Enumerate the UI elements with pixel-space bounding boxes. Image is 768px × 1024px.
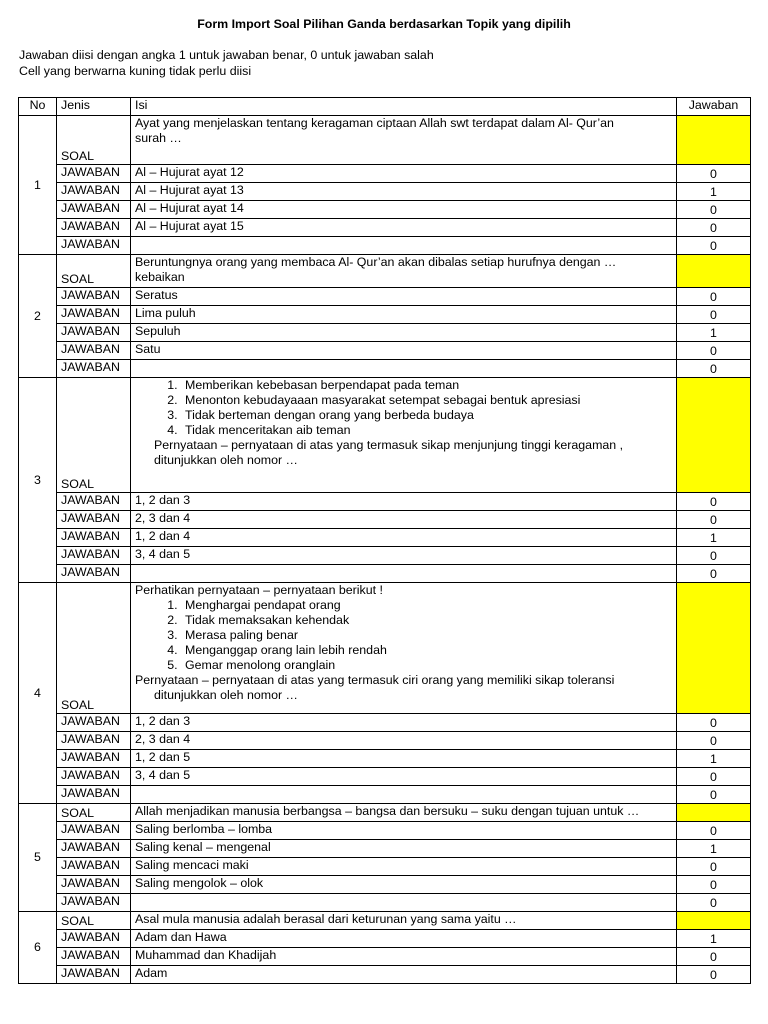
jenis-cell: JAWABAN	[57, 894, 131, 912]
jenis-cell: JAWABAN	[57, 360, 131, 378]
jawaban-cell[interactable]: 0	[677, 306, 751, 324]
jenis-cell: JAWABAN	[57, 876, 131, 894]
answer-row	[19, 565, 751, 583]
jenis-cell: JAWABAN	[57, 529, 131, 547]
answer-row	[19, 165, 751, 183]
answer-row	[19, 858, 751, 876]
soal-text[interactable]	[131, 255, 677, 288]
answer-row	[19, 732, 751, 750]
answer-row	[19, 219, 751, 237]
jawaban-cell[interactable]: 0	[677, 201, 751, 219]
header-isi: Isi	[131, 98, 677, 116]
jawaban-cell-disabled	[677, 116, 751, 165]
answer-row	[19, 948, 751, 966]
jenis-cell: JAWABAN	[57, 858, 131, 876]
option-item: 3. Tidak berteman dengan orang yang berbeda budaya	[181, 408, 672, 423]
question-number: 6	[19, 912, 57, 984]
answer-text[interactable]: Al – Hujurat ayat 14	[131, 201, 677, 219]
option-item: 2. Menonton kebudayaaan masyarakat setempat sebagai bentuk apresiasi	[181, 393, 672, 408]
jenis-cell: SOAL	[57, 912, 131, 930]
jawaban-cell-disabled	[677, 255, 751, 288]
soal-text[interactable]	[131, 804, 677, 822]
jenis-cell: JAWABAN	[57, 786, 131, 804]
answer-text[interactable]: 3, 4 dan 5	[131, 768, 677, 786]
soal-row	[19, 583, 751, 714]
question-number: 5	[19, 804, 57, 912]
answer-text[interactable]: 1, 2 dan 4	[131, 529, 677, 547]
answer-row	[19, 930, 751, 948]
option-item: 1. Memberikan kebebasan berpendapat pada teman	[181, 378, 672, 393]
soal-line: Pernyataan – pernyataan di atas yang termasuk ciri orang yang memiliki sikap toleransi	[135, 673, 615, 687]
answer-text[interactable]: 2, 3 dan 4	[131, 732, 677, 750]
jawaban-cell[interactable]: 1	[677, 183, 751, 201]
option-list	[135, 598, 672, 673]
jenis-cell: SOAL	[57, 583, 131, 714]
answer-row	[19, 360, 751, 378]
answer-row	[19, 966, 751, 984]
header-jenis: Jenis	[57, 98, 131, 116]
jenis-cell: JAWABAN	[57, 219, 131, 237]
option-list	[135, 378, 672, 438]
jawaban-cell[interactable]: 0	[677, 858, 751, 876]
soal-intro: Perhatikan pernyataan – pernyataan berikut !	[135, 583, 383, 597]
answer-row	[19, 768, 751, 786]
answer-text[interactable]: Saling mencaci maki	[131, 858, 677, 876]
jawaban-cell[interactable]: 0	[677, 768, 751, 786]
soal-row	[19, 378, 751, 493]
answer-text[interactable]	[131, 565, 677, 583]
answer-row	[19, 714, 751, 732]
jenis-cell: SOAL	[57, 378, 131, 493]
answer-row	[19, 511, 751, 529]
jenis-cell: JAWABAN	[57, 822, 131, 840]
jawaban-cell[interactable]: 0	[677, 732, 751, 750]
answer-row	[19, 822, 751, 840]
answer-text[interactable]: 1, 2 dan 3	[131, 493, 677, 511]
jawaban-cell-disabled	[677, 912, 751, 930]
jenis-cell: JAWABAN	[57, 768, 131, 786]
option-item: 4. Tidak menceritakan aib teman	[181, 423, 672, 438]
option-item: 5. Gemar menolong oranglain	[181, 658, 672, 673]
jawaban-cell[interactable]: 0	[677, 948, 751, 966]
soal-line: kebaikan	[135, 270, 185, 284]
jenis-cell: JAWABAN	[57, 183, 131, 201]
answer-text[interactable]	[131, 786, 677, 804]
answer-row	[19, 324, 751, 342]
jawaban-cell[interactable]: 1	[677, 750, 751, 768]
soal-line: Ayat yang menjelaskan tentang keragaman ciptaan Allah swt terdapat dalam Al- Qur’an	[135, 116, 614, 130]
answer-row	[19, 876, 751, 894]
jawaban-cell[interactable]: 1	[677, 930, 751, 948]
soal-text[interactable]	[131, 116, 677, 165]
jawaban-cell[interactable]: 1	[677, 840, 751, 858]
soal-row	[19, 804, 751, 822]
jawaban-cell[interactable]: 0	[677, 493, 751, 511]
jawaban-cell[interactable]: 0	[677, 822, 751, 840]
soal-row	[19, 116, 751, 165]
jenis-cell: JAWABAN	[57, 750, 131, 768]
jenis-cell: JAWABAN	[57, 493, 131, 511]
jenis-cell: JAWABAN	[57, 306, 131, 324]
jawaban-cell[interactable]: 0	[677, 219, 751, 237]
option-item: 4. Menganggap orang lain lebih rendah	[181, 643, 672, 658]
answer-text[interactable]: 1, 2 dan 3	[131, 714, 677, 732]
jenis-cell: JAWABAN	[57, 342, 131, 360]
jenis-cell: JAWABAN	[57, 547, 131, 565]
answer-text[interactable]: Sepuluh	[131, 324, 677, 342]
jenis-cell: JAWABAN	[57, 237, 131, 255]
answer-text[interactable]: Adam dan Hawa	[131, 930, 677, 948]
answer-text[interactable]: Saling berlomba – lomba	[131, 822, 677, 840]
answer-row	[19, 237, 751, 255]
jenis-cell: JAWABAN	[57, 966, 131, 984]
answer-text[interactable]: 2, 3 dan 4	[131, 511, 677, 529]
answer-text[interactable]: 3, 4 dan 5	[131, 547, 677, 565]
jawaban-cell-disabled	[677, 583, 751, 714]
jawaban-cell[interactable]: 0	[677, 288, 751, 306]
jawaban-cell[interactable]: 0	[677, 565, 751, 583]
jenis-cell: SOAL	[57, 255, 131, 288]
soal-line: Asal mula manusia adalah berasal dari keturunan yang sama yaitu …	[135, 912, 517, 926]
instruction-note: Cell yang berwarna kuning tidak perlu diisi	[19, 64, 252, 78]
soal-line: Beruntungnya orang yang membaca Al- Qur’an akan dibalas setiap hurufnya dengan …	[135, 255, 617, 269]
jawaban-cell[interactable]: 0	[677, 894, 751, 912]
jawaban-cell[interactable]: 0	[677, 237, 751, 255]
soal-row	[19, 912, 751, 930]
jenis-cell: JAWABAN	[57, 948, 131, 966]
answer-text[interactable]: Al – Hujurat ayat 13	[131, 183, 677, 201]
answer-text[interactable]: Seratus	[131, 288, 677, 306]
answer-row	[19, 201, 751, 219]
soal-row	[19, 255, 751, 288]
page-title: Form Import Soal Pilihan Ganda berdasarkan Topik yang dipilih	[197, 17, 571, 31]
answer-row	[19, 493, 751, 511]
answer-text[interactable]	[131, 237, 677, 255]
soal-text[interactable]	[131, 378, 677, 493]
jenis-cell: JAWABAN	[57, 201, 131, 219]
jawaban-cell-disabled	[677, 378, 751, 493]
answer-text[interactable]: Al – Hujurat ayat 12	[131, 165, 677, 183]
jenis-cell: JAWABAN	[57, 732, 131, 750]
option-item: 3. Merasa paling benar	[181, 628, 672, 643]
jenis-cell: JAWABAN	[57, 165, 131, 183]
jenis-cell: JAWABAN	[57, 565, 131, 583]
question-number: 3	[19, 378, 57, 583]
answer-row	[19, 786, 751, 804]
jenis-cell: SOAL	[57, 804, 131, 822]
soal-line: Pernyataan – pernyataan di atas yang termasuk sikap menjunjung tinggi keragaman ,	[154, 438, 624, 452]
soal-line: ditunjukkan oleh nomor …	[154, 688, 298, 702]
jawaban-cell[interactable]: 1	[677, 529, 751, 547]
jenis-cell: JAWABAN	[57, 511, 131, 529]
question-number: 1	[19, 116, 57, 255]
question-number: 4	[19, 583, 57, 804]
option-item: 1. Menghargai pendapat orang	[181, 598, 672, 613]
soal-line: surah …	[135, 131, 182, 145]
jawaban-cell[interactable]: 0	[677, 547, 751, 565]
answer-text[interactable]: Saling kenal – mengenal	[131, 840, 677, 858]
jenis-cell: JAWABAN	[57, 840, 131, 858]
answer-row	[19, 183, 751, 201]
jawaban-cell[interactable]: 0	[677, 360, 751, 378]
answer-text[interactable]	[131, 894, 677, 912]
answer-text[interactable]: Muhammad dan Khadijah	[131, 948, 677, 966]
answer-row	[19, 306, 751, 324]
jawaban-cell[interactable]: 0	[677, 714, 751, 732]
answer-text[interactable]	[131, 360, 677, 378]
soal-line: Allah menjadikan manusia berbangsa – bangsa dan bersuku – suku dengan tujuan untuk …	[135, 804, 640, 818]
answer-row	[19, 840, 751, 858]
answer-row	[19, 750, 751, 768]
question-table	[18, 97, 751, 984]
instruction-note: Jawaban diisi dengan angka 1 untuk jawaban benar, 0 untuk jawaban salah	[19, 48, 434, 62]
soal-line: ditunjukkan oleh nomor …	[154, 453, 298, 467]
jenis-cell: JAWABAN	[57, 714, 131, 732]
option-item: 2. Tidak memaksakan kehendak	[181, 613, 672, 628]
answer-text[interactable]: Adam	[131, 966, 677, 984]
answer-text[interactable]: Lima puluh	[131, 306, 677, 324]
jenis-cell: SOAL	[57, 116, 131, 165]
answer-row	[19, 547, 751, 565]
answer-text[interactable]: 1, 2 dan 5	[131, 750, 677, 768]
jawaban-cell[interactable]: 0	[677, 511, 751, 529]
jawaban-cell[interactable]: 0	[677, 786, 751, 804]
answer-row	[19, 288, 751, 306]
answer-row	[19, 529, 751, 547]
header-row	[19, 98, 751, 116]
jawaban-cell[interactable]: 0	[677, 165, 751, 183]
jenis-cell: JAWABAN	[57, 930, 131, 948]
jawaban-cell[interactable]: 1	[677, 324, 751, 342]
soal-text[interactable]	[131, 912, 677, 930]
answer-text[interactable]: Saling mengolok – olok	[131, 876, 677, 894]
jenis-cell: JAWABAN	[57, 324, 131, 342]
jawaban-cell[interactable]: 0	[677, 966, 751, 984]
answer-row	[19, 894, 751, 912]
question-number: 2	[19, 255, 57, 378]
soal-text[interactable]	[131, 583, 677, 714]
jawaban-cell-disabled	[677, 804, 751, 822]
header-jawaban: Jawaban	[677, 98, 751, 116]
jenis-cell: JAWABAN	[57, 288, 131, 306]
answer-text[interactable]: Al – Hujurat ayat 15	[131, 219, 677, 237]
answer-text[interactable]: Satu	[131, 342, 677, 360]
jawaban-cell[interactable]: 0	[677, 342, 751, 360]
answer-row	[19, 342, 751, 360]
header-no: No	[19, 98, 57, 116]
jawaban-cell[interactable]: 0	[677, 876, 751, 894]
